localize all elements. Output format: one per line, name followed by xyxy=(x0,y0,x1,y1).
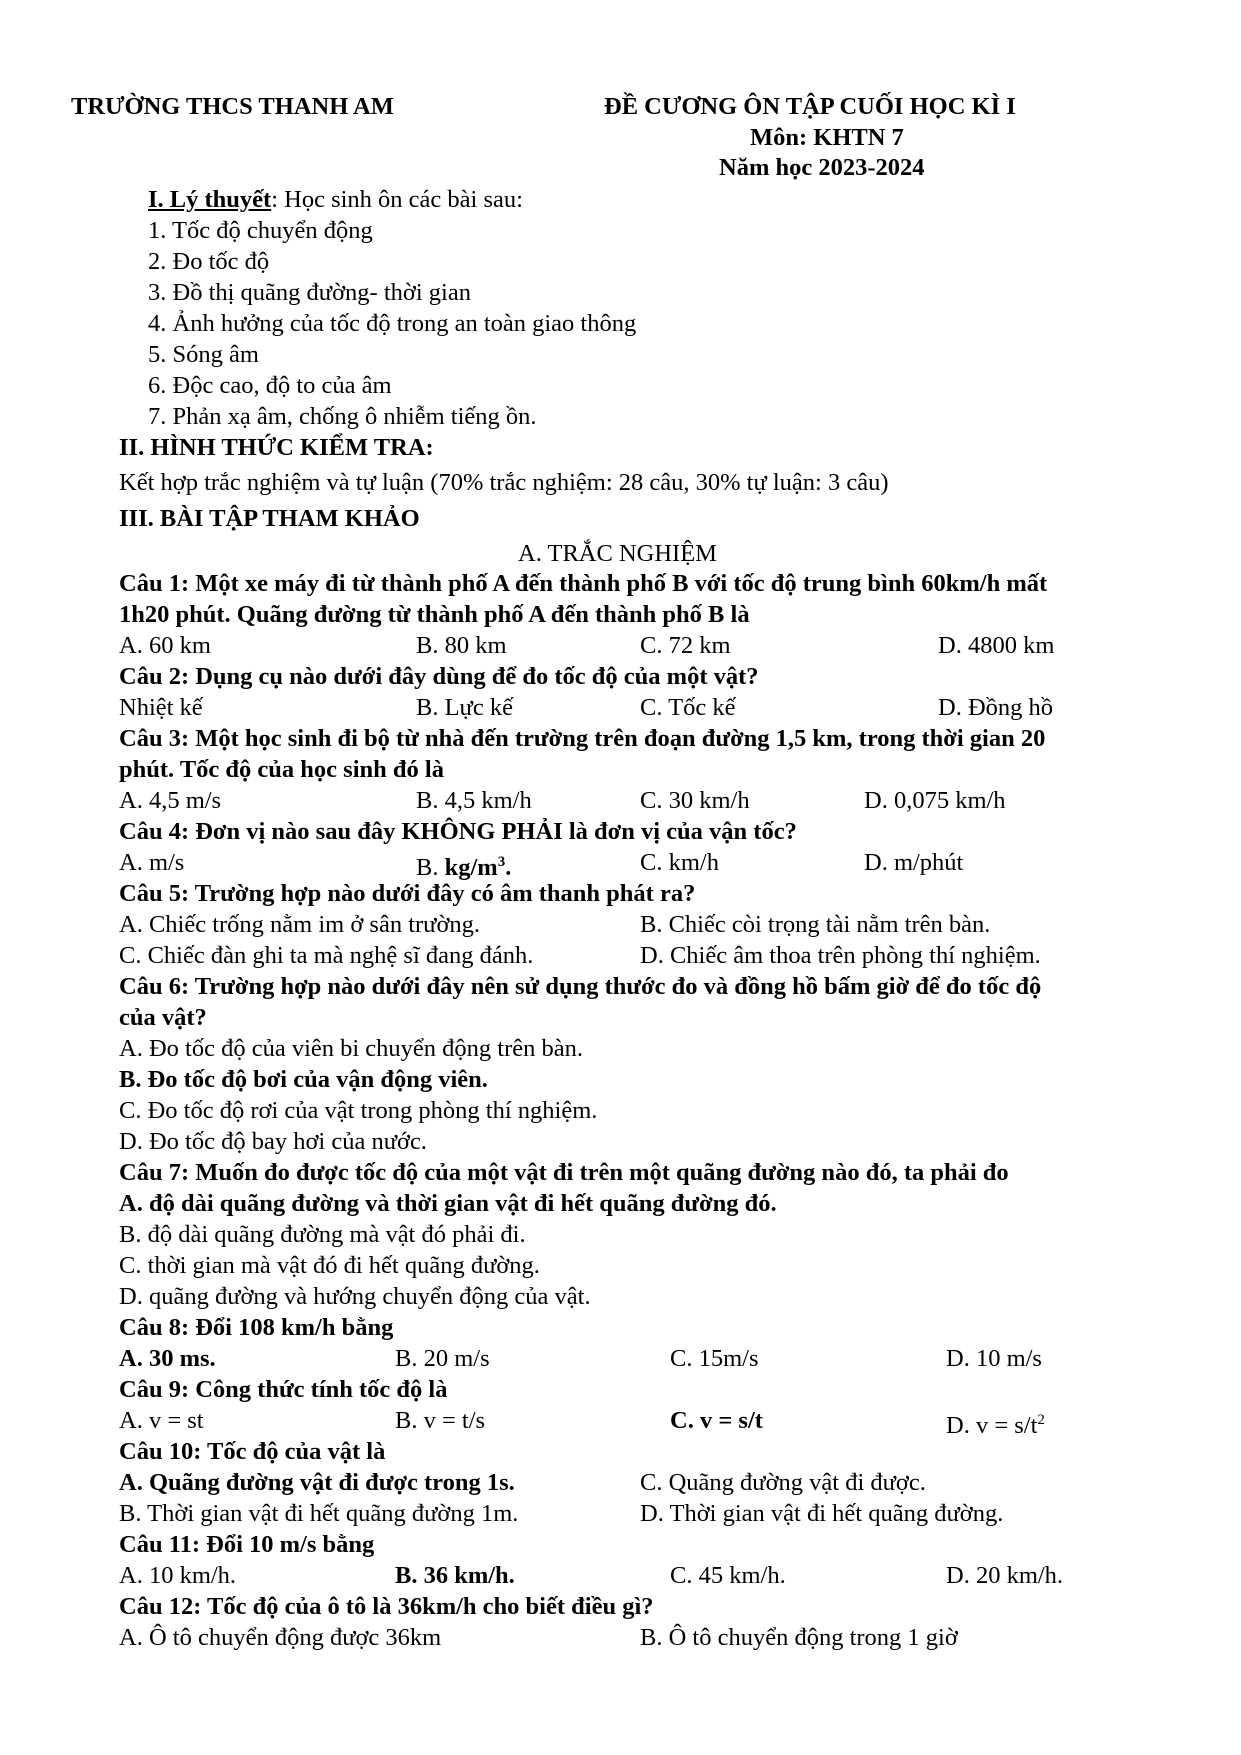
question-9-line1: Câu 9: Công thức tính tốc độ là xyxy=(119,1376,448,1403)
q4-option-b-prefix: B. xyxy=(416,854,445,882)
theory-item: 3. Đồ thị quãng đường- thời gian xyxy=(148,279,471,306)
q9-option-c: C. v = s/t xyxy=(670,1407,763,1434)
q7-option-a: A. độ dài quãng đường và thời gian vật đi hết quãng đường đó. xyxy=(119,1190,777,1217)
question-1-line1: Câu 1: Một xe máy đi từ thành phố A đến thành phố B với tốc độ trung bình 60km/h mất xyxy=(119,570,1048,597)
q9-option-d: D. $v = s/t^2$ xyxy=(946,1412,1045,1440)
school-year: Năm học 2023-2024 xyxy=(719,154,925,181)
q10-option-c: C. Quãng đường vật đi được. xyxy=(640,1469,926,1496)
q1-option-b: B. 80 km xyxy=(416,632,507,659)
q9-option-a: A. v = st xyxy=(119,1407,204,1434)
q4-option-b-unit: $kg/m^3$. xyxy=(444,854,512,882)
section2-text: Kết hợp trắc nghiệm và tự luận (70% trắc nghiệm: 28 câu, 30% tự luận: 3 câu) xyxy=(119,469,889,496)
q12-option-a: A. Ô tô chuyển động được 36km xyxy=(119,1624,442,1651)
q8-option-a: A. 30 ms. xyxy=(119,1345,216,1372)
q10-option-b: B. Thời gian vật đi hết quãng đường 1m. xyxy=(119,1500,519,1527)
q2-option-a: Nhiệt kế xyxy=(119,694,203,721)
q12-option-b: B. Ô tô chuyển động trong 1 giờ xyxy=(640,1624,958,1651)
q4-option-c: C. km/h xyxy=(640,849,719,876)
q8-option-c: C. 15m/s xyxy=(670,1345,759,1372)
q5-option-c: C. Chiếc đàn ghi ta mà nghệ sĩ đang đánh. xyxy=(119,942,534,969)
question-5-line1: Câu 5: Trường hợp nào dưới đây có âm thanh phát ra? xyxy=(119,880,696,907)
q7-option-d: D. quãng đường và hướng chuyển động của vật. xyxy=(119,1283,591,1310)
q6-option-c: C. Đo tốc độ rơi của vật trong phòng thí nghiệm. xyxy=(119,1097,598,1124)
section2-heading: II. HÌNH THỨC KIỂM TRA: xyxy=(119,434,434,461)
question-1-line2: 1h20 phút. Quãng đường từ thành phố A đến thành phố B là xyxy=(119,601,750,628)
q10-option-d: D. Thời gian vật đi hết quãng đường. xyxy=(640,1500,1004,1527)
question-4-line1: Câu 4: Đơn vị nào sau đây KHÔNG PHẢI là đơn vị của vận tốc? xyxy=(119,818,797,845)
question-11-line1: Câu 11: Đổi 10 m/s bằng xyxy=(119,1531,375,1558)
q2-option-d: D. Đồng hồ xyxy=(938,694,1054,721)
q3-option-a: A. 4,5 m/s xyxy=(119,787,222,814)
q7-option-c: C. thời gian mà vật đó đi hết quãng đường. xyxy=(119,1252,540,1279)
theory-item: 4. Ảnh hưởng của tốc độ trong an toàn giao thông xyxy=(148,310,637,337)
q5-option-b: B. Chiếc còi trọng tài nằm trên bàn. xyxy=(640,911,991,938)
question-6-line1: Câu 6: Trường hợp nào dưới đây nên sử dụng thước đo và đồng hồ bấm giờ để đo tốc độ xyxy=(119,973,1042,1000)
q10-option-a: A. Quãng đường vật đi được trong 1s. xyxy=(119,1469,515,1496)
q4-option-d: D. m/phút xyxy=(864,849,964,876)
theory-item: 5. Sóng âm xyxy=(148,341,259,368)
question-3-line1: Câu 3: Một học sinh đi bộ từ nhà đến trường trên đoạn đường 1,5 km, trong thời gian 20 xyxy=(119,725,1046,752)
q4-option-a: A. m/s xyxy=(119,849,185,876)
question-7-line1: Câu 7: Muốn đo được tốc độ của một vật đi trên một quãng đường nào đó, ta phải đo xyxy=(119,1159,1009,1186)
theory-item: 2. Đo tốc độ xyxy=(148,248,270,275)
subject-line: Môn: KHTN 7 xyxy=(750,124,904,151)
q11-option-a: A. 10 km/h. xyxy=(119,1562,237,1589)
section1-intro: : Học sinh ôn các bài sau: xyxy=(271,186,523,213)
q1-option-c: C. 72 km xyxy=(640,632,731,659)
q1-option-a: A. 60 km xyxy=(119,632,211,659)
theory-item: 1. Tốc độ chuyển động xyxy=(148,217,373,244)
theory-item: 7. Phản xạ âm, chống ô nhiễm tiếng ồn. xyxy=(148,403,537,430)
section1-heading: I. Lý thuyết xyxy=(148,186,272,213)
q3-option-d: D. 0,075 km/h xyxy=(864,787,1006,814)
q5-option-a: A. Chiếc trống nằm im ở sân trường. xyxy=(119,911,481,938)
q8-option-d: D. 10 m/s xyxy=(946,1345,1042,1372)
section1-heading-line xyxy=(148,184,523,215)
theory-item: 6. Độc cao, độ to của âm xyxy=(148,372,392,399)
question-6-line2: của vật? xyxy=(119,1004,207,1031)
question-2-line1: Câu 2: Dụng cụ nào dưới đây dùng để đo tốc độ của một vật? xyxy=(119,663,759,690)
q2-option-b: B. Lực kế xyxy=(416,694,513,721)
school-name: TRƯỜNG THCS THANH AM xyxy=(71,93,394,120)
q6-option-a: A. Đo tốc độ của viên bi chuyển động trên bàn. xyxy=(119,1035,584,1062)
q7-option-b: B. độ dài quãng đường mà vật đó phải đi. xyxy=(119,1221,526,1248)
q8-option-b: B. 20 m/s xyxy=(395,1345,490,1372)
question-10-line1: Câu 10: Tốc độ của vật là xyxy=(119,1438,386,1465)
document-title: ĐỀ CƯƠNG ÔN TẬP CUỐI HỌC KÌ I xyxy=(604,93,1016,120)
section3-heading: III. BÀI TẬP THAM KHẢO xyxy=(119,505,420,532)
q5-option-d: D. Chiếc âm thoa trên phòng thí nghiệm. xyxy=(640,942,1041,969)
q11-option-c: C. 45 km/h. xyxy=(670,1562,786,1589)
q11-option-b: B. 36 km/h. xyxy=(395,1562,515,1589)
q3-option-c: C. 30 km/h xyxy=(640,787,750,814)
question-8-line1: Câu 8: Đổi 108 km/h bằng xyxy=(119,1314,394,1341)
q1-option-d: D. 4800 km xyxy=(938,632,1055,659)
question-12-line1: Câu 12: Tốc độ của ô tô là 36km/h cho biết điều gì? xyxy=(119,1593,654,1620)
question-3-line2: phút. Tốc độ của học sinh đó là xyxy=(119,756,444,783)
q3-option-b: B. 4,5 km/h xyxy=(416,787,532,814)
section3-subheading: A. TRẮC NGHIỆM xyxy=(518,540,717,567)
q6-option-d: D. Đo tốc độ bay hơi của nước. xyxy=(119,1128,427,1155)
q9-option-b: B. v = t/s xyxy=(395,1407,486,1434)
q2-option-c: C. Tốc kế xyxy=(640,694,736,721)
q6-option-b: B. Đo tốc độ bơi của vận động viên. xyxy=(119,1066,488,1093)
q11-option-d: D. 20 km/h. xyxy=(946,1562,1064,1589)
